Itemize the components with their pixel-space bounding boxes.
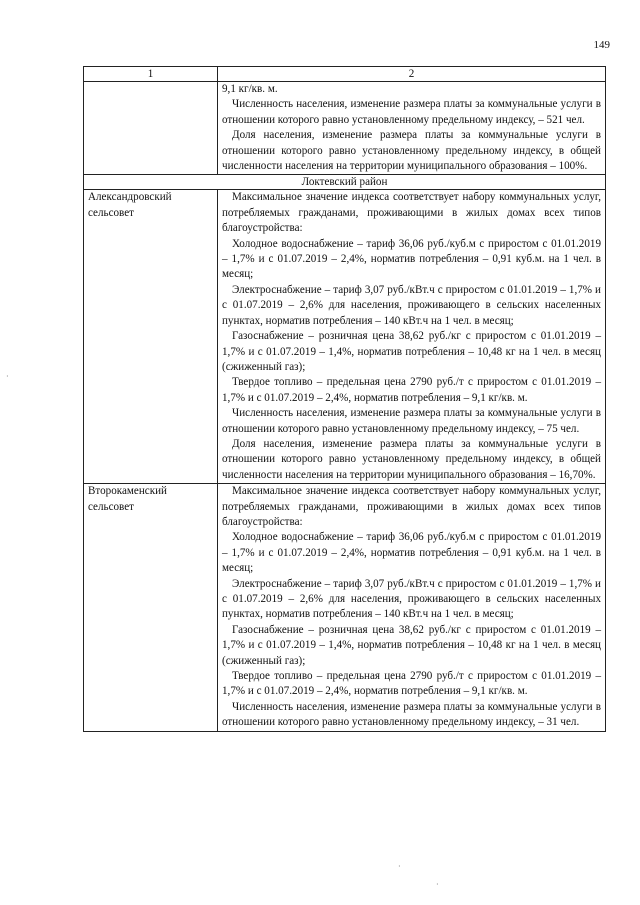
continuation-text-cell [218,82,606,175]
district-header-row [84,175,606,190]
municipality-name: Александровский сельсовет [84,190,218,484]
paragraph: Численность населения, изменение размера платы за коммунальные услуги в отношении которого равно установленному предельному индексу, – 75 чел. [222,407,601,435]
district-title: Локтевский район [84,175,606,190]
paragraph: Доля населения, изменение размера платы за коммунальные услуги в отношении которого равно установленному предельному индексу, в общей численности населения на территории муниципального образования – 16,70%. [222,437,601,481]
scan-speck: · [398,862,401,871]
table-row [84,484,606,732]
column-number-2: 2 [218,67,606,82]
paragraph: Численность населения, изменение размера платы за коммунальные услуги в отношении которого равно установленному предельному индексу, – 31 чел. [222,700,601,729]
municipality-text-cell [218,190,606,484]
municipality-name: Второкаменский сельсовет [84,484,218,732]
scan-speck: · [436,880,439,889]
paragraph: Газоснабжение – розничная цена 38,62 руб./кг с приростом с 01.01.2019 – 1,7% и с 01.07.2019 – 1,4%, норматив потребления – 10,48 кг на 1 чел. в месяц (сжиженный газ); [222,330,601,373]
paragraph: Численность населения, изменение размера платы за коммунальные услуги в отношении которого равно установленному предельному индексу, – 521 чел. [222,98,601,126]
table-row [84,190,606,484]
column-number-1: 1 [84,67,218,82]
paragraph: Твердое топливо – предельная цена 2790 руб./т с приростом с 01.01.2019 – 1,7% и с 01.07.2019 – 2,4%, норматив потребления – 9,1 кг/кв. м. [222,376,601,404]
continuation-name-cell [84,82,218,175]
paragraph: Доля населения, изменение размера платы за коммунальные услуги в отношении которого равно установленному предельному индексу, в общей численности населения на территории муниципального образования – 100%. [222,129,601,173]
paragraph: Максимальное значение индекса соответствует набору коммунальных услуг, потребляемых гражданами, проживающими в жилых домах всех типов благоустройства: [222,485,601,528]
paragraph: Газоснабжение – розничная цена 38,62 руб./кг с приростом с 01.01.2019 – 1,7% и с 01.07.2019 – 1,4%, норматив потребления – 10,48 кг на 1 чел. в месяц (сжиженный газ); [222,623,601,667]
municipality-text-cell [218,484,606,732]
paragraph: 9,1 кг/кв. м. [222,83,278,95]
continuation-row [84,82,606,175]
scan-speck: · [6,372,9,381]
column-number-row [84,67,606,82]
paragraph: Максимальное значение индекса соответствует набору коммунальных услуг, потребляемых гражданами, проживающими в жилых домах всех типов благоустройства: [222,191,601,235]
page-number: 149 [593,39,610,51]
paragraph: Электроснабжение – тариф 3,07 руб./кВт.ч с приростом с 01.01.2019 – 1,7% и с 01.07.2019 – 2,6% для населения, проживающего в сельских населенных пунктах, норматив потребления – 140 кВт.ч на 1 чел. в месяц; [222,283,601,327]
paragraph: Электроснабжение – тариф 3,07 руб./кВт.ч с приростом с 01.01.2019 – 1,7% и с 01.07.2019 – 2,6% для населения, проживающего в сельских населенных пунктах, норматив потребления – 140 кВт.ч на 1 чел. в месяц; [222,577,601,621]
paragraph: Твердое топливо – предельная цена 2790 руб./т с приростом с 01.01.2019 – 1,7% и с 01.07.2019 – 2,4%, норматив потребления – 9,1 кг/кв. м. [222,670,601,698]
paragraph: Холодное водоснабжение – тариф 36,06 руб./куб.м с приростом с 01.01.2019 – 1,7% и с 01.07.2019 – 2,4%, норматив потребления – 0,91 куб.м. на 1 чел. в месяц; [222,531,601,575]
tariff-table [83,66,606,732]
paragraph: Холодное водоснабжение – тариф 36,06 руб./куб.м с приростом с 01.01.2019 – 1,7% и с 01.07.2019 – 2,4%, норматив потребления – 0,91 куб.м. на 1 чел. в месяц; [222,237,601,281]
